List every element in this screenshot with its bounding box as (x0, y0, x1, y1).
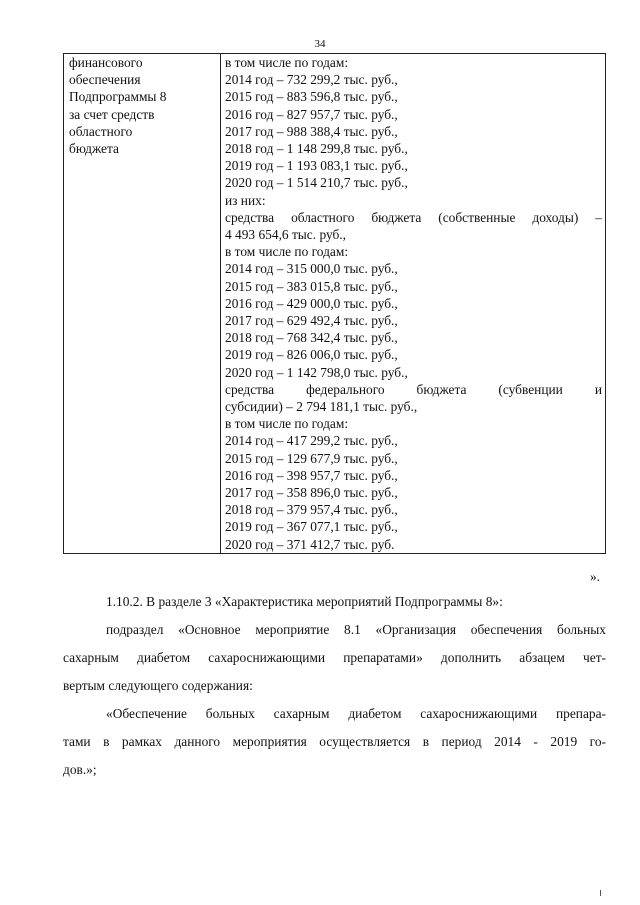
value-line: 2016 год – 429 000,0 тыс. руб., (225, 295, 398, 311)
table-row (64, 54, 606, 554)
value-line: 2016 год – 398 957,7 тыс. руб., (225, 467, 398, 483)
paragraph-section-heading (63, 588, 606, 616)
page-number: 34 (314, 38, 326, 50)
value-line: в том числе по годам: (225, 416, 349, 432)
value-line: 2018 год – 1 148 299,8 тыс. руб., (225, 141, 408, 157)
value-line: 2018 год – 768 342,4 тыс. руб., (225, 330, 398, 346)
value-line: из них: (225, 192, 266, 208)
label-line: областного (69, 123, 133, 139)
table-cell-values (221, 54, 606, 554)
label-line: финансового (69, 55, 143, 70)
paragraph-line: «Обеспечение больных сахарным диабетом сахароснижающими препара- (106, 706, 606, 721)
value-line: 2016 год – 827 957,7 тыс. руб., (225, 106, 398, 122)
value-line: 4 493 654,6 тыс. руб., (225, 227, 346, 243)
value-line: в том числе по годам: (225, 244, 349, 260)
financing-table (63, 53, 606, 554)
value-line: 2018 год – 379 957,4 тыс. руб., (225, 502, 398, 518)
value-line: 2020 год – 1 514 210,7 тыс. руб., (225, 175, 408, 191)
value-line: 2014 год – 732 299,2 тыс. руб., (225, 72, 398, 88)
value-line: 2019 год – 367 077,1 тыс. руб., (225, 519, 398, 535)
value-line: 2019 год – 826 006,0 тыс. руб., (225, 347, 398, 363)
value-line: средства областного бюджета (собственные доходы) – (225, 209, 602, 225)
label-line: обеспечения (69, 72, 141, 88)
paragraph-line: подраздел «Основное мероприятие 8.1 «Организация обеспечения больных (106, 622, 606, 637)
value-line: 2014 год – 315 000,0 тыс. руб., (225, 261, 398, 277)
table-cell-label (64, 54, 221, 554)
value-line: 2015 год – 129 677,9 тыс. руб., (225, 450, 398, 466)
value-line: 2015 год – 883 596,8 тыс. руб., (225, 89, 398, 105)
paragraph-subsection (63, 616, 606, 700)
value-line: субсидии) – 2 794 181,1 тыс. руб., (225, 399, 418, 415)
value-line: в том числе по годам: (225, 55, 349, 70)
value-line: 2015 год – 383 015,8 тыс. руб., (225, 278, 398, 294)
paragraph-line: вертым следующего содержания: (63, 678, 253, 693)
value-line: 2014 год – 417 299,2 тыс. руб., (225, 433, 398, 449)
value-line: средства федерального бюджета (субвенции и (225, 381, 602, 397)
value-line: 2020 год – 1 142 798,0 тыс. руб., (225, 364, 408, 380)
value-line: 2017 год – 988 388,4 тыс. руб., (225, 123, 398, 139)
paragraph-quoted-text (63, 700, 606, 784)
paragraph-line: дов.»; (63, 762, 97, 777)
value-line: 2019 год – 1 193 083,1 тыс. руб., (225, 158, 408, 174)
paragraph-line: сахарным диабетом сахароснижающими препаратами» дополнить абзацем чет- (63, 650, 606, 665)
label-line: за счет средств (69, 106, 155, 122)
label-line: бюджета (69, 141, 119, 157)
paragraph-line: тами в рамках данного мероприятия осуществляется в период 2014 - 2019 го- (63, 734, 606, 749)
label-line: Подпрограммы 8 (69, 89, 167, 105)
value-line: 2020 год – 371 412,7 тыс. руб. (225, 536, 395, 552)
scan-speck (600, 890, 601, 896)
closing-quote-mark: ». (589, 569, 600, 584)
paragraph-line: 1.10.2. В разделе 3 «Характеристика мероприятий Подпрограммы 8»: (106, 594, 503, 609)
value-line: 2017 год – 358 896,0 тыс. руб., (225, 485, 398, 501)
value-line: 2017 год – 629 492,4 тыс. руб., (225, 313, 398, 329)
